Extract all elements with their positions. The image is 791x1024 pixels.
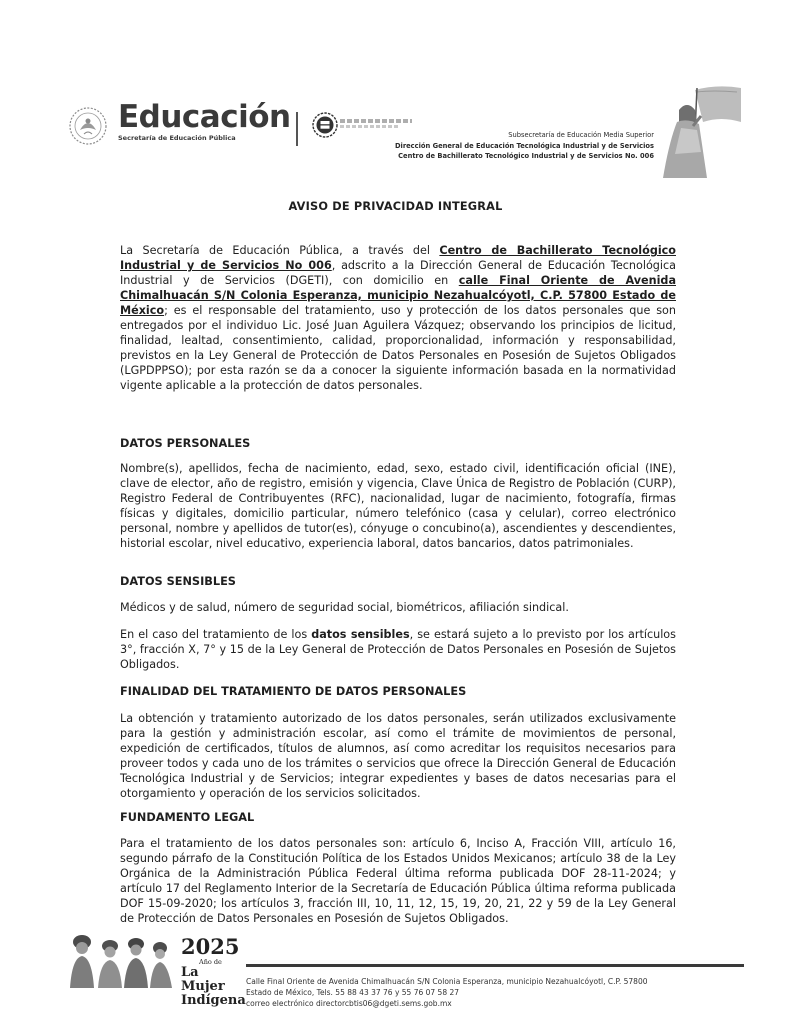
sensibles-note-text-1: En el caso del tratamiento de los xyxy=(120,628,312,641)
subsecretaria-line: Subsecretaría de Educación Media Superior xyxy=(508,131,654,139)
datos-sensibles-note xyxy=(120,627,676,672)
intro-address: calle Final Oriente de Avenida Chimalhuacán S/N Colonia Esperanza, municipio Nezahualcóyotl, C.P. 57800 Estado de México xyxy=(120,274,676,317)
intro-text-2: , adscrito a la Dirección General de Educación Tecnológica Industrial y de Servicios (DGETI), con domicilio en xyxy=(120,259,677,287)
footer-divider xyxy=(246,964,744,967)
indigena-text: Indígena xyxy=(181,993,246,1008)
dgeti-logo-text-decoration xyxy=(340,119,412,123)
document-title: AVISO DE PRIVACIDAD INTEGRAL xyxy=(288,200,503,213)
dgeti-logo-icon xyxy=(312,112,338,138)
sensibles-note-text-2: , se estará sujeto a lo previsto por los artículos 3°, fracción X, 7° y 15 de la Ley General de Protección de Datos Personales en Posesión de Sujetos Obligados. xyxy=(120,628,676,671)
datos-sensibles-text: Médicos y de salud, número de seguridad social, biométricos, afiliación sindical. xyxy=(120,601,569,614)
educacion-logo xyxy=(118,100,291,142)
heading-datos-personales: DATOS PERSONALES xyxy=(120,437,251,450)
year-text: 2025 xyxy=(181,934,240,959)
direccion-line: Dirección General de Educación Tecnológica Industrial y de Servicios xyxy=(395,141,654,150)
heading-finalidad: FINALIDAD DEL TRATAMIENTO DE DATOS PERSONALES xyxy=(120,685,467,698)
institution-names xyxy=(395,130,654,162)
fundamento-text: Para el tratamiento de los datos personales son: artículo 6, Inciso A, Fracción VIII, artículo 16, segundo párrafo de la Constitución Política de los Estados Unidos Mexicanos; artículo 38 de la Ley Orgánica de la Administración Pública Federal última reforma publicada DOF 28-11-2024; y artículo 17 del Reglamento Interior de la Secretaría de Educación Pública última reforma publicada DOF 15-09-2020; los artículos 3, fracción III, 10, 11, 12, 15, 19, 20, 21, 22 y 59 de la Ley General de Protección de Datos Personales en Posesión de Sujetos Obligados. xyxy=(120,837,676,925)
intro-paragraph xyxy=(120,243,676,393)
letterhead xyxy=(0,0,791,190)
intro-text-1: La Secretaría de Educación Pública, a través del xyxy=(120,244,440,257)
footer-phone-line: Estado de México, Tels. 55 88 43 37 76 y 55 76 07 58 27 xyxy=(246,988,460,997)
sensibles-note-bold: datos sensibles xyxy=(311,628,410,641)
datos-personales-text: Nombre(s), apellidos, fecha de nacimiento, edad, sexo, estado civil, identificación oficial (INE), clave de elector, año de registro, emisión y vigencia, Clave Única de Registro de Población (CURP), Registro Federal de Contribuyentes (RFC), nacionalidad, lugar de nacimiento, fotografía, firmas físicas y digitales, domicilio particular, número telefónico (casa y celular), correo electrónico personal, nombre y apellidos de tutor(es), cónyuge o concubino(a), ascendientes y descendientes, historial escolar, nivel educativo, experiencia laboral, datos bancarios, datos patrimoniales. xyxy=(120,462,676,550)
ano-de-text: Año de xyxy=(199,958,222,966)
dgeti-logo-text-decoration-2 xyxy=(340,125,398,128)
intro-school-name: Centro de Bachillerato Tecnológico Industrial y de Servicios No 006 xyxy=(120,244,676,272)
logo-subtitle: Secretaría de Educación Pública xyxy=(118,134,236,142)
year-of-indigenous-woman-badge xyxy=(181,934,246,1008)
indigenous-women-illustration xyxy=(64,928,174,988)
footer-contact xyxy=(246,976,648,1009)
centro-line: Centro de Bachillerato Tecnológico Industrial y de Servicios No. 006 xyxy=(398,152,654,160)
la-mujer-text: La Mujer xyxy=(181,965,225,994)
footer-address-line: Calle Final Oriente de Avenida Chimalhuacán S/N Colonia Esperanza, municipio Nezahualcóyotl, C.P. 57800 xyxy=(246,977,648,986)
logo-word: Educación xyxy=(118,99,291,135)
heading-datos-sensibles: DATOS SENSIBLES xyxy=(120,575,236,588)
logo-divider xyxy=(296,112,298,146)
heading-fundamento-legal: FUNDAMENTO LEGAL xyxy=(120,811,255,824)
footer-email-line: correo electrónico directorcbtis06@dgeti.sems.gob.mx xyxy=(246,999,452,1008)
mexican-seal-icon xyxy=(68,106,108,146)
intro-text-3: ; es el responsable del tratamiento, uso y protección de los datos personales que son entregados por el individuo Lic. José Juan Aguilera Vázquez; observando los principios de licitud, finalidad, lealtad, consentimiento, calidad, proporcionalidad, información y responsabilidad, previstos en la Ley General de Protección de Datos Personales en Posesión de Sujetos Obligados (LGPDPPSO); por esta razón se da a conocer la siguiente información basada en la normatividad vigente aplicable a la protección de datos personales. xyxy=(120,304,676,392)
flag-woman-figure xyxy=(657,82,743,178)
finalidad-text: La obtención y tratamiento autorizado de los datos personales, serán utilizados exclusivamente para la gestión y administración escolar, así como el trámite de movimientos de personal, expedición de certificados, títulos de alumnos, así como acreditar los requisitos necesarios para proveer todos y cada uno de los trámites o servicios que ofrece la Dirección General de Educación Tecnológica Industrial y de Servicios; integrar expedientes y bases de datos necesarias para el otorgamiento y operación de los servicios solicitados. xyxy=(120,712,676,800)
